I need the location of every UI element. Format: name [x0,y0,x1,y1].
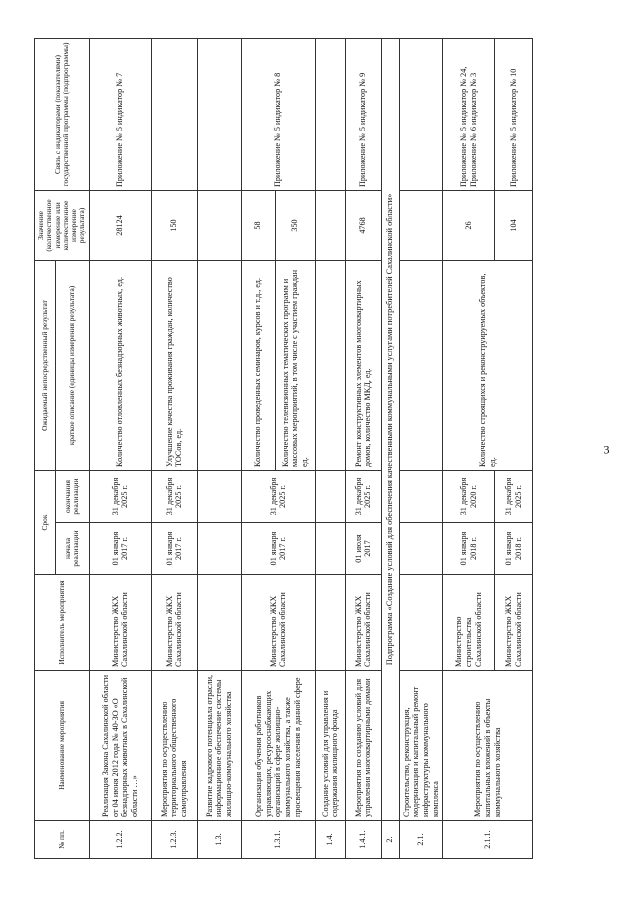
row-num: 1.2.2. [89,821,151,859]
row-end-secondary: 31 декабря 2025 г. [495,470,533,522]
row-start: 01 января 2017 г. [89,523,151,575]
row-name: Мероприятия по созданию условий для управления многоквартирными домами [345,671,381,821]
row-link: Приложение № 5 индикатор № 8 [241,38,315,190]
row-name: Создание условий для управления и содержания жилищного фонда [315,671,345,821]
header-start: начала реализации [55,523,89,575]
row-num: 1.3.1. [241,821,315,859]
row-link: Приложение № 5 индикатор № 9 [345,38,381,190]
table-row [345,38,381,858]
row-start: 01 июля 2017 [345,523,381,575]
row-end [197,470,241,522]
row-desc [197,260,241,470]
table-header-row [35,38,56,858]
header-desc: краткое описание (единицы измерения результата) [55,260,89,470]
row-end [315,470,345,522]
row-num: 2.1. [399,821,443,859]
row-start: 01 января 2017 г. [241,523,315,575]
row-desc: Количество проведенных семинаров, курсов и т.д., ед. [241,260,275,470]
row-executor [197,575,241,671]
row-value-secondary: 350 [275,190,315,260]
row-value [399,190,443,260]
row-executor [399,575,443,671]
activities-table [34,38,533,859]
row-desc: Ремонт конструктивных элементов многоквартирных домов, количество МКД, ед. [345,260,381,470]
table-row [443,38,495,858]
row-link [315,38,345,190]
row-desc: Количество строящихся и реконструируемых объектов, ед. [443,260,533,470]
row-num: 2.1.1. [443,821,533,859]
row-end: 31 декабря 2020 г. [443,470,495,522]
row-name: Мероприятия по осуществлению капитальных вложений в объекты коммунального хозяйства [443,671,533,821]
subprogram-row [381,38,399,858]
header-name: Наименование мероприятия [35,671,90,821]
row-link: Приложение № 5 индикатор № 7 [89,38,151,190]
row-start [197,523,241,575]
row-num: 1.3. [197,821,241,859]
row-value: 58 [241,190,275,260]
row-link: Приложение № 5 индикатор № 24, Приложение № 6 индикатор № 3 [443,38,495,190]
row-start [399,523,443,575]
row-link [399,38,443,190]
header-term: Срок [35,470,56,574]
row-link-secondary: Приложение № 5 индикатор № 10 [495,38,533,190]
header-end: окончания реализации [55,470,89,522]
header-result: Ожидаемый непосредственный результат [35,260,56,470]
row-end [399,470,443,522]
row-value [197,190,241,260]
row-name: Мероприятия по осуществлению территориального общественного самоуправления [151,671,197,821]
row-executor-secondary: Министерство ЖКХ Сахалинской области [495,575,533,671]
row-name: Реализация Закона Сахалинской области от 04 июня 2012 года № 40-ЗО «О безнадзорных животных в Сахалинской области …» [89,671,151,821]
row-desc [399,260,443,470]
row-desc [315,260,345,470]
row-value: 26 [443,190,495,260]
row-end: 31 декабря 2025 г. [345,470,381,522]
row-link [151,38,197,190]
row-value: 150 [151,190,197,260]
row-desc: Улучшение качества проживания граждан, количество ТОСов, ед. [151,260,197,470]
row-executor [315,575,345,671]
table-row [89,38,151,858]
row-value: 4768 [345,190,381,260]
row-num: 2. [381,821,399,859]
table-row [399,38,443,858]
row-num: 1.2.3. [151,821,197,859]
row-value: 28124 [89,190,151,260]
row-name: Развитие кадрового потенциала отрасли, информационное обеспечение системы жилищно-коммунального хозяйства [197,671,241,821]
row-start: 01 января 2017 г. [151,523,197,575]
row-executor: Министерство ЖКХ Сахалинской области [241,575,315,671]
row-start [315,523,345,575]
row-link [197,38,241,190]
row-name: Организация обучения работников управляющих, ресурсоснабжающих организаций в сфере жилищно-коммунального хозяйства, а также просвещения населения в данной сфере [241,671,315,821]
table-row [241,38,275,858]
row-num: 1.4.1. [345,821,381,859]
page-number: 3 [603,442,610,457]
row-value-secondary: 104 [495,190,533,260]
row-desc: Количество отловленных безнадзорных животных, ед. [89,260,151,470]
table-row [315,38,345,858]
header-num: № пп. [35,821,90,859]
row-end: 31 декабря 2025 г. [151,470,197,522]
header-value: Значение (количественное измерение или количественное измерение результата) [35,190,90,260]
header-executor: Исполнитель мероприятия [35,575,90,671]
row-start-secondary: 01 января 2018 г. [495,523,533,575]
row-end: 31 декабря 2025 г. [89,470,151,522]
table-row [151,38,197,858]
table-row [197,38,241,858]
row-start: 01 января 2018 г. [443,523,495,575]
row-desc-secondary: Количество телевизионных тематических программ и массовых мероприятий, в том числе с участием граждан ед. [275,260,315,470]
row-value [315,190,345,260]
row-executor: Министерство строительства Сахалинской области [443,575,495,671]
row-name: Строительство, реконструкция, модернизация и капитальный ремонт инфраструктуры коммунального комплекса [399,671,443,821]
row-executor: Министерство ЖКХ Сахалинской области [151,575,197,671]
header-link: Связь с индикаторами (показателями) государственной программы (подпрограммы) [35,38,90,190]
row-end: 31 декабря 2025 г. [241,470,315,522]
subprogram-title: Подпрограмма «Создание условий для обеспечения качественными коммунальными услугами потребителей Сахалинской области» [381,38,399,820]
row-executor: Министерство ЖКХ Сахалинской области [89,575,151,671]
row-executor: Министерство ЖКХ Сахалинской области [345,575,381,671]
row-num: 1.4. [315,821,345,859]
